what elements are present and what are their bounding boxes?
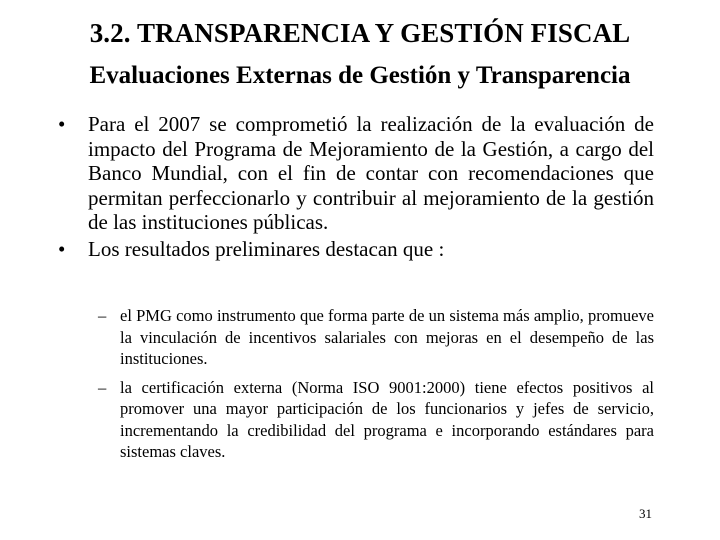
bullet-text: Los resultados preliminares destacan que :	[88, 236, 445, 261]
bullet-text: Para el 2007 se comprometió la realización de la evaluación de impacto del Programa de Mejoramiento de la Gestión, a cargo del Banco Mundial, con el fin de contar con recomendaciones que permitan perfeccionarlo y contribuir al mejoramiento de la gestión de las instituciones públicas.	[88, 112, 654, 235]
dash-icon: –	[98, 377, 107, 397]
bullet-icon: •	[58, 112, 66, 136]
bullet-item	[58, 237, 654, 262]
bullet-item	[58, 112, 654, 235]
subbullet-item	[98, 377, 654, 463]
subbullet-list	[98, 305, 654, 463]
subbullet-text: el PMG como instrumento que forma parte de un sistema más amplio, promueve la vinculación de incentivos salariales con mejoras en el desempeño de las instituciones.	[120, 306, 654, 368]
subbullet-item	[98, 305, 654, 370]
slide-title: 3.2. TRANSPARENCIA Y GESTIÓN FISCAL	[89, 18, 631, 48]
page-number: 31	[639, 506, 652, 521]
subbullet-text: la certificación externa (Norma ISO 9001:2000) tiene efectos positivos al promover una mayor participación de los funcionarios y jefes de servicio, incrementando la credibilidad del programa e incorporando estándares para sistemas claves.	[120, 377, 654, 461]
bullet-list	[58, 112, 654, 262]
bullet-icon: •	[58, 236, 66, 261]
dash-icon: –	[98, 306, 107, 325]
slide-subtitle: Evaluaciones Externas de Gestión y Transparencia	[89, 62, 631, 89]
